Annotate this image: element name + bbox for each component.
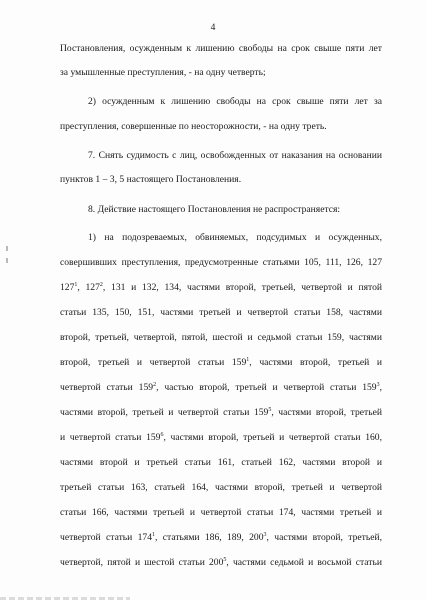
- text-line: четвертой статьи $174^1$, статьями 186, 189, $200^3$, частями второй, третьей,: [60, 532, 382, 543]
- text-line: третьей статьи 163, статьей 164, частями второй, третьей и четвертой: [60, 482, 382, 493]
- text-line: пунктов 1 – 3, 5 настоящего Постановления.: [60, 174, 242, 185]
- text-line: частями второй, третьей и четвертой статьи $159^5$, частями второй, третьей: [60, 407, 382, 418]
- text-line: второй, третьей и четвертой статьи $159^1$, частями второй, третьей и: [60, 357, 382, 368]
- text-line: второй, третьей, четвертой, пятой, шестой и седьмой статьи 159, частями: [60, 332, 382, 343]
- text-line: статьи 135, 150, 151, частями третьей и четвертой статьи 158, частями: [60, 307, 382, 318]
- text-line: 7. Снять судимость с лиц, освобожденных от наказания на основании: [88, 150, 382, 161]
- scan-artifact-mark: [6, 246, 8, 251]
- text-line: 8. Действие настоящего Постановления не распространяется:: [88, 204, 341, 215]
- scan-artifact-mark: [6, 258, 8, 263]
- text-line: и четвертой статьи $159^6$, частями второй, третьей и четвертой статьи 160,: [60, 432, 382, 443]
- text-line: преступления, совершенные по неосторожности, - на одну треть.: [60, 121, 327, 132]
- text-line: статьи 166, частями третьей и четвертой статьи 174, частями третьей и: [60, 507, 382, 518]
- page-number: 4: [210, 23, 216, 33]
- text-line: четвертой статьи $159^2$, частью второй, третьей и четвертой статьи $159^3$,: [60, 382, 382, 393]
- text-line: 1) на подозреваемых, обвиняемых, подсудимых и осужденных,: [88, 232, 382, 243]
- text-line: за умышленные преступления, - на одну четверть;: [60, 67, 266, 78]
- text-line: Постановления, осужденным к лишению свободы на срок свыше пяти лет: [60, 43, 382, 54]
- text-line: частями второй и третьей статьи 161, статьей 162, частями второй и: [60, 457, 382, 468]
- text-line: совершивших преступления, предусмотренные статьями 105, 111, 126, 127: [60, 257, 382, 268]
- text-line: 2) осужденным к лишению свободы на срок свыше пяти лет за: [88, 96, 382, 107]
- text-line: четвертой, пятой и шестой статьи $200^5$, частями седьмой и восьмой статьи: [60, 557, 382, 568]
- text-line: $127^1$, $127^2$, 131 и 132, 134, частями второй, третьей, четвертой и пятой: [60, 282, 382, 293]
